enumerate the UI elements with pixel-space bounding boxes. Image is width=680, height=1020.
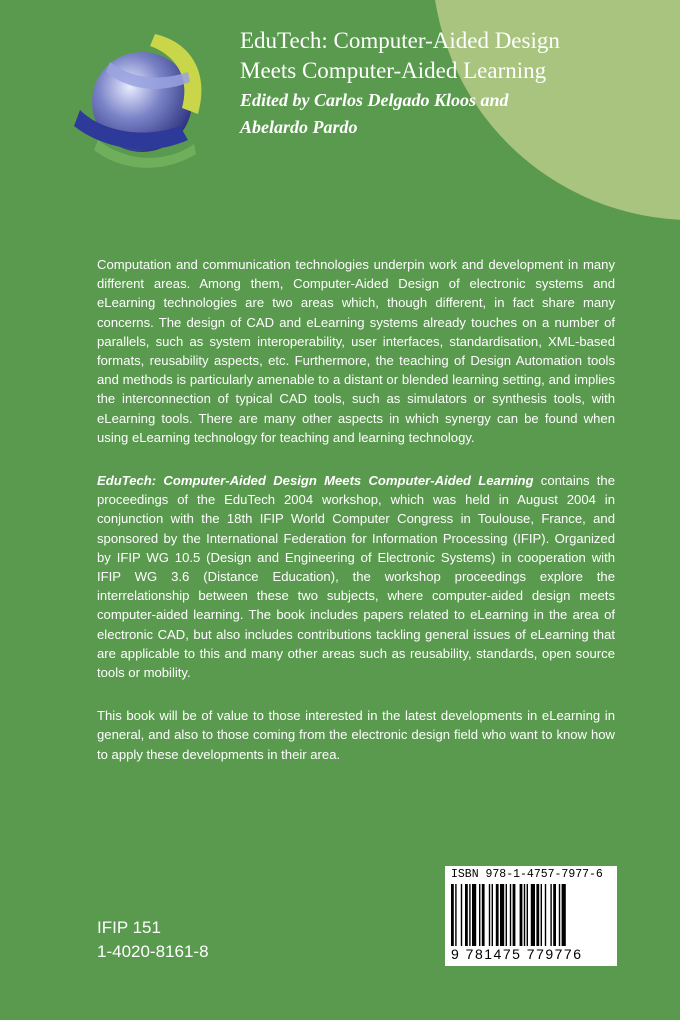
barcode-digits: 9 781475 779776: [451, 946, 611, 962]
book-title-line1: EduTech: Computer-Aided Design: [240, 28, 560, 53]
blurb-paragraph-1: Computation and communication technologies underpin work and development in many different areas. Among them, Computer-Aided Design of electronic systems and eLearning technologies are two areas which, though different, in fact share many concerns. The design of CAD and eLearning systems already touches on a number of parallels, such as system interoperability, user interfaces, standardisation, XML-based formats, reusability aspects, etc. Furthermore, the teaching of Design Automation tools and methods is particularly amenable to a distant or blended learning setting, and implies the interconnection of typical CAD tools, such as simulators or synthesis tools, with eLearning tools. There are many other aspects in which synergy can be found when using eLearning technology for teaching and learning technology.: [97, 257, 615, 445]
book-title-line2: Meets Computer-Aided Learning: [240, 58, 547, 83]
series-number: IFIP 151: [97, 918, 161, 937]
editors-line2: Abelardo Pardo: [240, 117, 358, 137]
blurb-book-title: EduTech: Computer-Aided Design Meets Computer-Aided Learning: [97, 473, 534, 489]
blurb-paragraph-2-text: contains the proceedings of the EduTech 2004 workshop, which was held in August 2004 in conjunction with the 18th IFIP World Computer Congress in Toulouse, France, and sponsored by the International Federation for Information Processing (IFIP). Organized by IFIP WG 10.5 (Design and Engineering of Electronic Systems) in cooperation with IFIP WG 3.6 (Distance Education), the workshop proceedings explore the interrelationship between these two subjects, where computer-aided design meets computer-aided learning. The book includes papers related to eLearning in the area of electronic CAD, but also includes contributions tackling general issues of eLearning that are applicable to this and many other areas such as reusability, standards, open source tools or mobility.: [97, 473, 615, 681]
blurb-paragraph-3: This book will be of value to those interested in the latest developments in eLearning in general, and also to those coming from the electronic design field who want to know how to apply these developments in their area.: [97, 708, 615, 762]
series-info: [97, 916, 209, 964]
blurb-paragraph-2: [97, 471, 615, 682]
globe-logo-icon: [70, 22, 220, 172]
isbn-barcode: [445, 866, 617, 966]
editors-line1: Edited by Carlos Delgado Kloos and: [240, 90, 509, 110]
series-isbn: 1-4020-8161-8: [97, 942, 209, 961]
back-cover-blurb: [97, 255, 615, 788]
title-block: [240, 26, 660, 140]
barcode-isbn-label: ISBN 978-1-4757-7977-6: [451, 868, 603, 881]
